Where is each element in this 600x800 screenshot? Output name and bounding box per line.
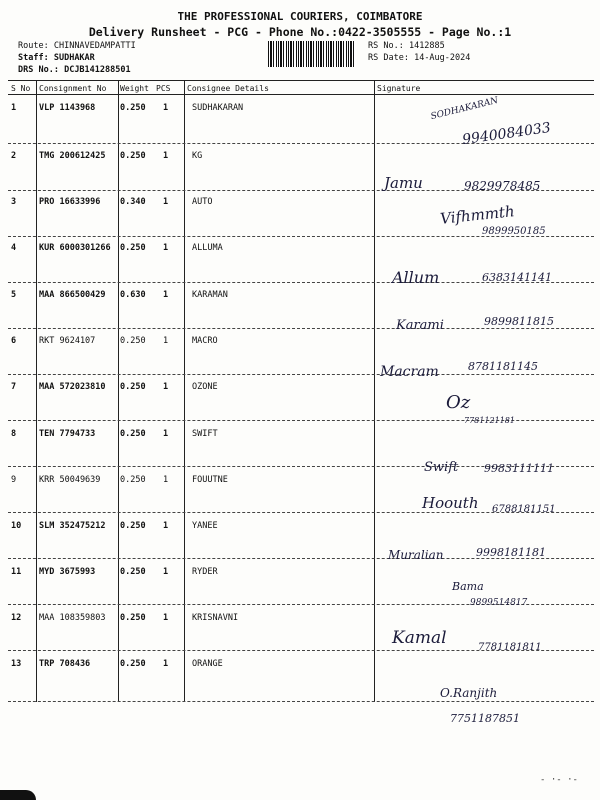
weight-cell: 0.250 — [120, 382, 146, 392]
header-sno: S No — [11, 84, 31, 93]
route-label: Route: — [18, 41, 49, 51]
pcs-cell: 1 — [163, 290, 169, 300]
weight-cell: 0.250 — [120, 659, 146, 669]
pcs-cell: 1 — [163, 429, 169, 439]
weight-cell: 0.250 — [120, 243, 146, 253]
rs-no-value: 1412885 — [408, 41, 445, 51]
consignment-cell: MYD 3675993 — [39, 567, 96, 577]
stray-mark: - ·- ·- — [540, 775, 578, 785]
consignee-cell: YANEE — [192, 521, 218, 531]
consignee-cell: KRISNAVNI — [192, 613, 239, 623]
sno-cell: 7 — [11, 382, 17, 392]
row-separator — [8, 701, 594, 702]
signature-phone: 9940084033 — [461, 119, 552, 149]
signature-name: Muralian — [388, 548, 444, 562]
consignment-cell: MAA 108359803 — [39, 613, 106, 623]
sno-cell: 11 — [11, 567, 22, 577]
table-top-rule — [8, 80, 594, 81]
staff-label: Staff: — [18, 53, 49, 63]
sno-cell: 12 — [11, 613, 22, 623]
weight-cell: 0.340 — [120, 197, 146, 207]
pcs-cell: 1 — [163, 521, 169, 531]
consignment-cell: TMG 200612425 — [39, 151, 106, 161]
consignee-cell: OZONE — [192, 382, 218, 392]
route-line — [18, 41, 136, 51]
pcs-cell: 1 — [163, 243, 169, 253]
consignment-cell: RKT 9624107 — [39, 336, 96, 346]
rs-date-value: 14-Aug-2024 — [414, 53, 471, 63]
signature-name: SODHAKARAN — [429, 95, 500, 123]
weight-cell: 0.250 — [120, 103, 146, 113]
signature-name: Oz — [446, 392, 471, 413]
sno-cell: 1 — [11, 103, 17, 113]
consignment-cell: MAA 572023810 — [39, 382, 106, 392]
pcs-cell: 1 — [163, 659, 169, 669]
sno-cell: 4 — [11, 243, 17, 253]
header-consignment: Consignment No — [39, 84, 107, 93]
consignee-cell: FOUUTNE — [192, 475, 228, 485]
pcs-cell: 1 — [163, 613, 169, 623]
signature-phone: 6383141141 — [482, 271, 552, 284]
consignment-cell: VLP 1143968 — [39, 103, 96, 113]
barcode-image — [268, 41, 356, 67]
weight-cell: 0.250 — [120, 521, 146, 531]
sno-cell: 5 — [11, 290, 17, 300]
consignee-cell: KG — [192, 151, 203, 161]
weight-cell: 0.250 — [120, 567, 146, 577]
route-value: CHINNAVEDAMPATTI — [53, 41, 136, 51]
header-signature: Signature — [377, 84, 421, 93]
consignment-cell: SLM 352475212 — [39, 521, 106, 531]
rs-no-label: RS No.: — [368, 41, 404, 51]
pcs-cell: 1 — [163, 567, 169, 577]
consignee-cell: RYDER — [192, 567, 218, 577]
pcs-cell: 1 — [163, 475, 169, 485]
runsheet-table — [8, 80, 594, 702]
consignee-cell: SUDHAKARAN — [192, 103, 244, 113]
runsheet-title: Delivery Runsheet - PCG - Phone No.:0422-3505555 - Page No.:1 — [88, 25, 512, 39]
signature-phone: 9998181181 — [476, 546, 546, 559]
consignee-cell: MACRO — [192, 336, 218, 346]
table-header-rule — [8, 94, 594, 95]
consignee-cell: ORANGE — [192, 659, 223, 669]
signature-phone: 7751187851 — [450, 712, 520, 725]
row-separator — [8, 374, 594, 375]
pcs-cell: 1 — [163, 151, 169, 161]
consignment-cell: PRO 16633996 — [39, 197, 101, 207]
rs-date-line — [368, 53, 470, 63]
pcs-cell: 1 — [163, 336, 169, 346]
signature-name: Bama — [452, 580, 484, 593]
signature-name: Macram — [380, 364, 439, 380]
staff-line — [18, 53, 95, 63]
drs-value: DCJB141288501 — [64, 65, 131, 75]
table-row — [8, 656, 594, 702]
consignment-cell: TEN 7794733 — [39, 429, 96, 439]
signature-name: Vifhmmth — [439, 202, 516, 228]
sno-cell: 2 — [11, 151, 17, 161]
sno-cell: 3 — [11, 197, 17, 207]
scan-edge-blot — [0, 790, 36, 800]
pcs-cell: 1 — [163, 197, 169, 207]
pcs-cell: 1 — [163, 103, 169, 113]
signature-name: Swift — [424, 460, 459, 475]
weight-cell: 0.250 — [120, 336, 146, 346]
signature-name: Karami — [396, 318, 444, 333]
signature-name: Allum — [392, 268, 440, 287]
header-pcs: PCS — [156, 84, 171, 93]
drs-line — [18, 65, 131, 75]
sno-cell: 6 — [11, 336, 17, 346]
signature-phone: 6788181151 — [492, 504, 556, 515]
row-separator — [8, 143, 594, 144]
sno-cell: 13 — [11, 659, 22, 669]
sno-cell: 9 — [11, 475, 17, 485]
signature-phone: 7781181811 — [478, 642, 542, 653]
consignment-cell: MAA 866500429 — [39, 290, 106, 300]
weight-cell: 0.250 — [120, 613, 146, 623]
consignee-cell: SWIFT — [192, 429, 218, 439]
consignment-cell: KUR 6000301266 — [39, 243, 111, 253]
weight-cell: 0.250 — [120, 475, 146, 485]
signature-phone: 9829978485 — [464, 179, 541, 193]
row-separator — [8, 328, 594, 329]
consignee-cell: KARAMAN — [192, 290, 228, 300]
consignment-cell: KRR 50049639 — [39, 475, 101, 485]
sno-cell: 8 — [11, 429, 17, 439]
header-weight: Weight — [120, 84, 149, 93]
weight-cell: 0.630 — [120, 290, 146, 300]
weight-cell: 0.250 — [120, 151, 146, 161]
drs-label: DRS No.: — [18, 65, 59, 75]
rs-no-line — [368, 41, 445, 51]
signature-phone: 9899811815 — [484, 315, 554, 328]
signature-phone: 9899514817 — [470, 598, 528, 608]
rs-date-label: RS Date: — [368, 53, 409, 63]
header-consignee: Consignee Details — [187, 84, 269, 93]
pcs-cell: 1 — [163, 382, 169, 392]
consignee-cell: ALLUMA — [192, 243, 223, 253]
signature-phone: 7781121181 — [464, 416, 515, 425]
signature-name: O.Ranjith — [440, 686, 498, 700]
consignee-cell: AUTO — [192, 197, 213, 207]
weight-cell: 0.250 — [120, 429, 146, 439]
signature-phone: 9983111111 — [484, 462, 554, 475]
consignment-cell: TRP 708436 — [39, 659, 91, 669]
signature-phone: 9899950185 — [482, 226, 546, 237]
signature-phone: 8781181145 — [468, 360, 538, 373]
signature-name: Kamal — [392, 628, 447, 648]
company-title: THE PROFESSIONAL COURIERS, COIMBATORE — [177, 10, 423, 23]
signature-name: Hoouth — [422, 494, 479, 512]
signature-name: Jamu — [384, 174, 423, 192]
staff-value: SUDHAKAR — [53, 53, 95, 63]
sno-cell: 10 — [11, 521, 22, 531]
